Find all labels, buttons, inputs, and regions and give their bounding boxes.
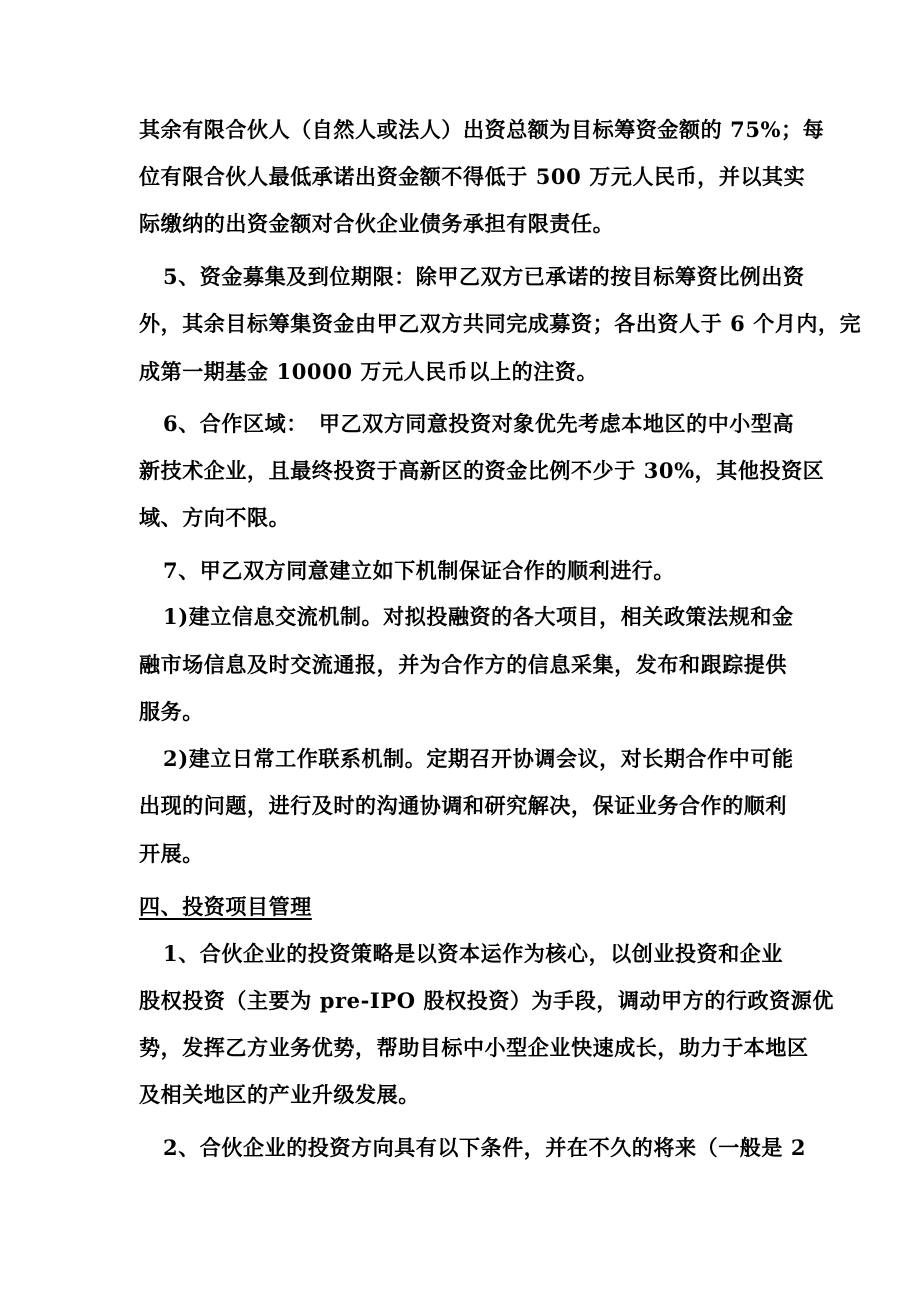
item-2-line-3: 开展。 — [139, 841, 204, 866]
clause-6-line-2: 新技术企业，且最终投资于高新区的资金比例不少于 30%，其他投资区 — [139, 458, 825, 483]
clause-5-line-2: 外，其余目标筹集资金由甲乙双方共同完成募资；各出资人于 6 个月内，完 — [139, 311, 862, 336]
clause-6-line-1: 6、合作区域： 甲乙双方同意投资对象优先考虑本地区的中小型高 — [163, 411, 795, 436]
section-4-clause-1-line-3: 势，发挥乙方业务优势，帮助目标中小型企业快速成长，助力于本地区 — [139, 1035, 809, 1060]
section-4-clause-1-line-4: 及相关地区的产业升级发展。 — [139, 1082, 420, 1107]
paragraph-line-1: 其余有限合伙人（自然人或法人）出资总额为目标筹资金额的 75%；每 — [139, 117, 825, 142]
item-2-line-1: 2)建立日常工作联系机制。定期召开协调会议，对长期合作中可能 — [163, 746, 794, 771]
paragraph-line-2: 位有限合伙人最低承诺出资金额不得低于 500 万元人民币，并以其实 — [139, 164, 806, 189]
clause-6-line-3: 域、方向不限。 — [139, 505, 291, 530]
paragraph-line-3: 际缴纳的出资金额对合伙企业债务承担有限责任。 — [139, 211, 615, 236]
section-4-clause-2-line-1: 2、合伙企业的投资方向具有以下条件，并在不久的将来（一般是 2 — [163, 1135, 807, 1160]
clause-5-line-3: 成第一期基金 10000 万元人民币以上的注资。 — [139, 359, 599, 384]
clause-5-line-1: 5、资金募集及到位期限：除甲乙双方已承诺的按目标筹资比例出资 — [163, 264, 805, 289]
section-heading: 四、投资项目管理 — [139, 894, 312, 919]
item-1-line-1: 1)建立信息交流机制。对拟投融资的各大项目，相关政策法规和金 — [163, 604, 794, 629]
section-4-clause-1-line-1: 1、合伙企业的投资策略是以资本运作为核心，以创业投资和企业 — [163, 941, 784, 966]
item-1-line-2: 融市场信息及时交流通报，并为合作方的信息采集，发布和跟踪提供 — [139, 652, 787, 677]
section-4-clause-1-line-2: 股权投资（主要为 pre-IPO 股权投资）为手段，调动甲方的行政资源优 — [139, 988, 834, 1013]
item-1-line-3: 服务。 — [139, 699, 204, 724]
clause-7-line-1: 7、甲乙双方同意建立如下机制保证合作的顺利进行。 — [163, 558, 676, 583]
item-2-line-2: 出现的问题，进行及时的沟通协调和研究解决，保证业务合作的顺利 — [139, 793, 787, 818]
